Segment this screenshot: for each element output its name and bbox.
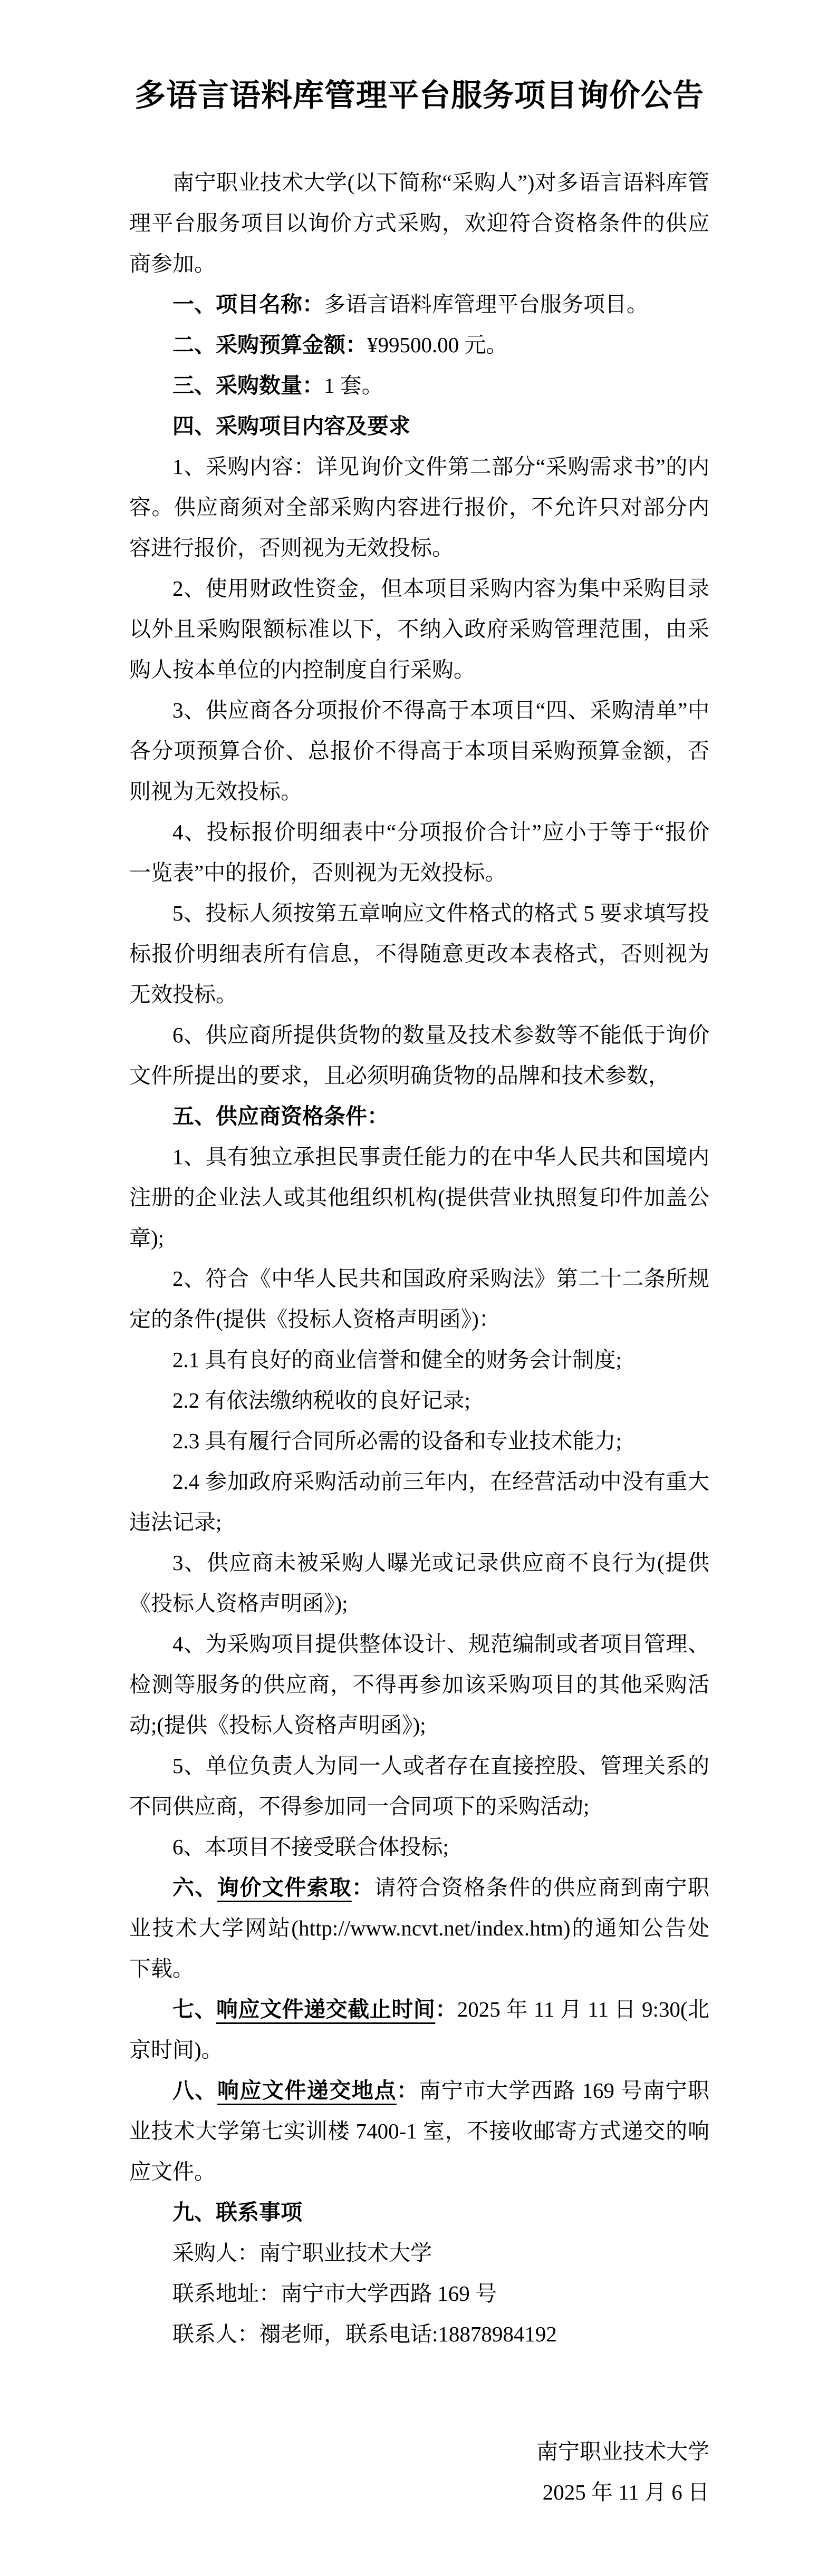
para-label-underlined: 响应文件递交地点 (217, 2078, 397, 2103)
para-text: 南宁市大学西路 169 号南宁职业技术大学第七实训楼 7400-1 室，不接收邮寄方式递交的响应文件。 (129, 2078, 710, 2184)
section-contact-heading (129, 2192, 709, 2233)
para-text: 2025 年 11 月 11 日 9:30(北京时间)。 (129, 1997, 710, 2062)
requirement-item-4 (129, 812, 709, 893)
para-text: 2、使用财政性资金，但本项目采购内容为集中采购目录以外且采购限额标准以下，不纳入政府采购管理范围，由采购人按本单位的内控制度自行采购。 (129, 576, 709, 682)
requirement-item-6 (129, 1015, 709, 1096)
qualification-item-2-1 (129, 1340, 709, 1380)
requirement-item-2 (129, 568, 709, 690)
para-text: 多语言语料库管理平台服务项目。 (324, 292, 648, 316)
para-label: 三、采购数量： (172, 373, 324, 398)
para-text: 6、供应商所提供货物的数量及技术参数等不能低于询价文件所提出的要求，且必须明确货物的品牌和技术参数， (129, 1022, 709, 1088)
qualification-item-3 (129, 1543, 709, 1624)
para-text: 南宁职业技术大学(以下简称“采购人”)对多语言语料库管理平台服务项目以询价方式采购，欢迎符合资格条件的供应商参加。 (129, 170, 709, 276)
qualification-item-4 (129, 1624, 709, 1746)
requirement-item-3 (129, 690, 709, 812)
para-label: 五、供应商资格条件： (172, 1103, 389, 1128)
para-text: 采购人：南宁职业技术大学 (172, 2240, 432, 2265)
contact-purchaser (129, 2233, 709, 2273)
para-text: 2.3 具有履行合同所必需的设备和专业技术能力; (172, 1428, 622, 1453)
section-budget (129, 325, 709, 365)
section-submission-location (129, 2070, 709, 2192)
para-text: 1、具有独立承担民事责任能力的在中华人民共和国境内注册的企业法人或其他组织机构(提供营业执照复印件加盖公章); (129, 1144, 709, 1250)
qualification-item-5 (129, 1746, 709, 1827)
para-label: 一、项目名称： (172, 292, 324, 316)
contact-address (129, 2273, 709, 2314)
para-text: 1 套。 (324, 373, 383, 398)
section-content-requirements-heading (129, 406, 709, 447)
para-label: 二、采购预算金额： (172, 332, 367, 357)
section-submission-deadline (129, 1989, 709, 2070)
para-text: 2.4 参加政府采购活动前三年内，在经营活动中没有重大违法记录; (129, 1469, 709, 1534)
para-text: 联系人：禤老师，联系电话:18878984192 (172, 2321, 557, 2346)
para-text: 3、供应商各分项报价不得高于本项目“四、采购清单”中各分项预算合价、总报价不得高于本项目采购预算金额，否则视为无效投标。 (129, 698, 709, 803)
para-label-suffix: ： (396, 2078, 419, 2103)
para-text: ¥99500.00 元。 (367, 332, 508, 357)
qualification-item-1 (129, 1137, 709, 1258)
section-supplier-qualification-heading (129, 1096, 709, 1137)
para-text: 1、采购内容：详见询价文件第二部分“采购需求书”的内容。供应商须对全部采购内容进行报价，不允许只对部分内容进行报价，否则视为无效投标。 (129, 454, 709, 560)
para-label-suffix: ： (435, 1997, 457, 2021)
section-project-name (129, 284, 709, 325)
para-text: 联系地址：南宁市大学西路 169 号 (172, 2281, 497, 2306)
qualification-item-2-2 (129, 1380, 709, 1421)
page-title: 多语言语料库管理平台服务项目询价公告 (134, 78, 704, 113)
para-label-suffix: ： (351, 1875, 374, 1900)
intro-paragraph (129, 162, 709, 284)
para-text: 6、本项目不接受联合体投标; (172, 1834, 449, 1859)
para-text: 2、符合《中华人民共和国政府采购法》第二十二条所规定的条件(提供《投标人资格声明函》)： (129, 1266, 709, 1331)
para-text: 2.1 具有良好的商业信誉和健全的财务会计制度; (172, 1347, 622, 1372)
signature-block (129, 2432, 709, 2513)
para-text: 4、为采购项目提供整体设计、规范编制或者项目管理、检测等服务的供应商，不得再参加该采购项目的其他采购活动;(提供《投标人资格声明函》); (129, 1631, 709, 1737)
requirement-item-1 (129, 447, 709, 568)
para-text: 5、单位负责人为同一人或者存在直接控股、管理关系的不同供应商，不得参加同一合同项下的采购活动; (129, 1753, 709, 1818)
para-text: 4、投标报价明细表中“分项报价合计”应小于等于“报价一览表”中的报价，否则视为无效投标。 (129, 819, 709, 885)
section-quantity (129, 365, 709, 406)
qualification-item-6 (129, 1827, 709, 1867)
para-label: 四、采购项目内容及要求 (172, 413, 410, 438)
qualification-item-2 (129, 1258, 709, 1340)
para-text: 2.2 有依法缴纳税收的良好记录; (172, 1388, 470, 1412)
para-text: 3、供应商未被采购人曝光或记录供应商不良行为(提供《投标人资格声明函》); (129, 1550, 709, 1615)
para-label-underlined: 询价文件索取 (217, 1875, 352, 1900)
para-label-underlined: 响应文件递交截止时间 (216, 1997, 436, 2021)
para-label: 八、 (172, 2078, 217, 2103)
para-label: 九、联系事项 (172, 2200, 302, 2224)
qualification-item-2-3 (129, 1421, 709, 1461)
contact-person-phone (129, 2314, 709, 2355)
signature-date: 2025 年 11 月 6 日 (542, 2480, 709, 2504)
signature-org: 南宁职业技术大学 (536, 2439, 709, 2464)
para-label: 六、 (172, 1875, 217, 1900)
qualification-item-2-4 (129, 1461, 709, 1543)
para-label: 七、 (172, 1997, 217, 2021)
para-text: 请符合资格条件的供应商到南宁职业技术大学网站(http://www.ncvt.net/index.htm)的通知公告处下载。 (129, 1875, 710, 1981)
section-document-acquisition (129, 1867, 709, 1989)
requirement-item-5 (129, 893, 709, 1015)
para-text: 5、投标人须按第五章响应文件格式的格式 5 要求填写投标报价明细表所有信息，不得随意更改本表格式，否则视为无效投标。 (129, 900, 709, 1006)
